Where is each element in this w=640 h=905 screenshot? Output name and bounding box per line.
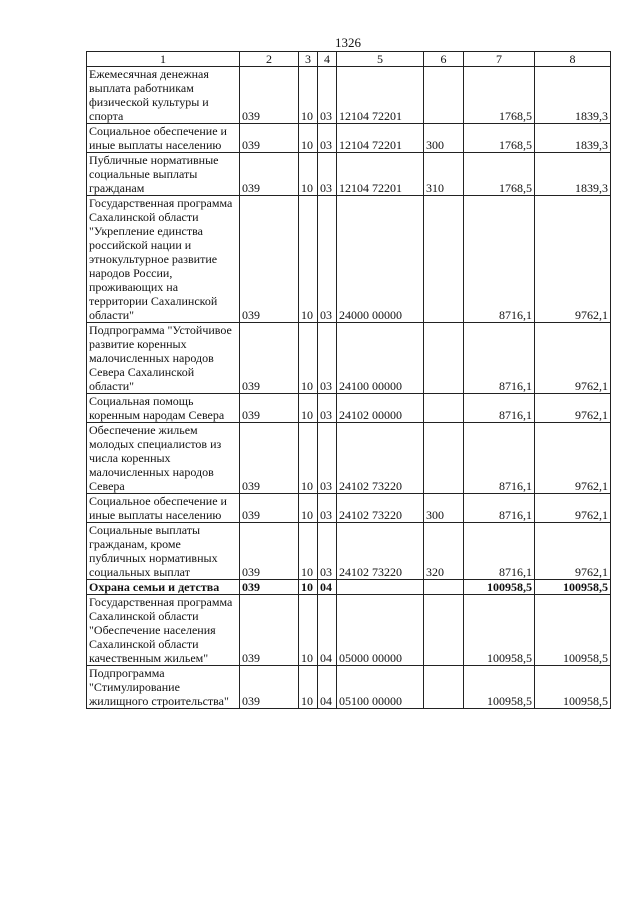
table-row [87,124,611,153]
amount-year2-cell: 9762,1 [535,323,611,394]
target-code-cell: 05100 00000 [337,666,424,709]
expense-type-cell [424,580,464,595]
target-code-cell: 24000 00000 [337,196,424,323]
header-cell: 1 [87,52,240,67]
subsection-code-cell: 03 [318,423,337,494]
ministry-code-cell: 039 [240,523,299,580]
expense-type-cell [424,423,464,494]
table-row [87,580,611,595]
section-code-cell: 10 [299,423,318,494]
section-code-cell: 10 [299,595,318,666]
amount-year1-cell: 8716,1 [464,523,535,580]
subsection-code-cell: 04 [318,595,337,666]
target-code-cell: 12104 72201 [337,67,424,124]
header-row [87,52,611,67]
budget-table [86,51,611,709]
ministry-code-cell: 039 [240,494,299,523]
subsection-code-cell: 03 [318,523,337,580]
subsection-code-cell: 04 [318,666,337,709]
expense-type-cell [424,67,464,124]
amount-year2-cell: 1839,3 [535,153,611,196]
expense-type-cell [424,196,464,323]
row-name-cell: Подпрограмма "Устойчивое развитие коренных малочисленных народов Севера Сахалинской области" [87,323,240,394]
section-code-cell: 10 [299,124,318,153]
row-name-cell: Публичные нормативные социальные выплаты гражданам [87,153,240,196]
target-code-cell: 24100 00000 [337,323,424,394]
table-row [87,666,611,709]
row-name-cell: Социальное обеспечение и иные выплаты населению [87,494,240,523]
amount-year1-cell: 100958,5 [464,595,535,666]
header-cell: 5 [337,52,424,67]
amount-year2-cell: 9762,1 [535,523,611,580]
amount-year2-cell: 100958,5 [535,595,611,666]
section-code-cell: 10 [299,394,318,423]
target-code-cell: 05000 00000 [337,595,424,666]
amount-year2-cell: 100958,5 [535,666,611,709]
table-row [87,67,611,124]
row-name-cell: Социальная помощь коренным народам Севера [87,394,240,423]
expense-type-cell [424,323,464,394]
table-row [87,423,611,494]
table-row [87,394,611,423]
subsection-code-cell: 03 [318,153,337,196]
section-code-cell: 10 [299,196,318,323]
table-row [87,153,611,196]
ministry-code-cell: 039 [240,666,299,709]
amount-year2-cell: 9762,1 [535,394,611,423]
row-name-cell: Обеспечение жильем молодых специалистов из числа коренных малочисленных народов Севера [87,423,240,494]
amount-year1-cell: 1768,5 [464,67,535,124]
amount-year2-cell: 1839,3 [535,67,611,124]
section-code-cell: 10 [299,494,318,523]
amount-year1-cell: 100958,5 [464,666,535,709]
ministry-code-cell: 039 [240,423,299,494]
amount-year1-cell: 8716,1 [464,494,535,523]
row-name-cell: Социальное обеспечение и иные выплаты населению [87,124,240,153]
table-row [87,323,611,394]
section-code-cell: 10 [299,523,318,580]
amount-year2-cell: 100958,5 [535,580,611,595]
header-cell: 4 [318,52,337,67]
section-code-cell: 10 [299,666,318,709]
table-row [87,494,611,523]
amount-year1-cell: 1768,5 [464,124,535,153]
target-code-cell: 24102 00000 [337,394,424,423]
amount-year1-cell: 8716,1 [464,394,535,423]
ministry-code-cell: 039 [240,196,299,323]
row-name-cell: Социальные выплаты гражданам, кроме публичных нормативных социальных выплат [87,523,240,580]
expense-type-cell: 300 [424,124,464,153]
subsection-code-cell: 03 [318,323,337,394]
row-name-cell: Государственная программа Сахалинской области "Обеспечение населения Сахалинской области качественным жильем" [87,595,240,666]
ministry-code-cell: 039 [240,153,299,196]
amount-year1-cell: 8716,1 [464,423,535,494]
expense-type-cell [424,666,464,709]
target-code-cell [337,580,424,595]
table-row [87,523,611,580]
subsection-code-cell: 03 [318,494,337,523]
table-body [87,67,611,709]
target-code-cell: 12104 72201 [337,124,424,153]
target-code-cell: 24102 73220 [337,523,424,580]
ministry-code-cell: 039 [240,394,299,423]
table-row [87,595,611,666]
ministry-code-cell: 039 [240,595,299,666]
expense-type-cell [424,394,464,423]
subsection-code-cell: 03 [318,196,337,323]
header-cell: 2 [240,52,299,67]
expense-type-cell: 310 [424,153,464,196]
row-name-cell: Ежемесячная денежная выплата работникам физической культуры и спорта [87,67,240,124]
target-code-cell: 12104 72201 [337,153,424,196]
subsection-code-cell: 03 [318,124,337,153]
expense-type-cell: 300 [424,494,464,523]
ministry-code-cell: 039 [240,67,299,124]
expense-type-cell [424,595,464,666]
table-row [87,196,611,323]
amount-year2-cell: 9762,1 [535,423,611,494]
section-code-cell: 10 [299,153,318,196]
header-cell: 3 [299,52,318,67]
ministry-code-cell: 039 [240,323,299,394]
header-cell: 6 [424,52,464,67]
section-code-cell: 10 [299,580,318,595]
amount-year2-cell: 9762,1 [535,494,611,523]
ministry-code-cell: 039 [240,580,299,595]
subsection-code-cell: 04 [318,580,337,595]
section-code-cell: 10 [299,323,318,394]
ministry-code-cell: 039 [240,124,299,153]
subsection-code-cell: 03 [318,394,337,423]
row-name-cell: Подпрограмма "Стимулирование жилищного строительства" [87,666,240,709]
section-code-cell: 10 [299,67,318,124]
target-code-cell: 24102 73220 [337,423,424,494]
header-cell: 7 [464,52,535,67]
amount-year2-cell: 9762,1 [535,196,611,323]
amount-year1-cell: 8716,1 [464,323,535,394]
row-name-cell: Охрана семьи и детства [87,580,240,595]
page-number: 1326 [335,35,361,50]
header-cell: 8 [535,52,611,67]
row-name-cell: Государственная программа Сахалинской области "Укрепление единства российской нации и этнокультурное развитие народов России, проживающих на территории Сахалинской области" [87,196,240,323]
subsection-code-cell: 03 [318,67,337,124]
amount-year1-cell: 8716,1 [464,196,535,323]
target-code-cell: 24102 73220 [337,494,424,523]
expense-type-cell: 320 [424,523,464,580]
amount-year1-cell: 100958,5 [464,580,535,595]
amount-year1-cell: 1768,5 [464,153,535,196]
amount-year2-cell: 1839,3 [535,124,611,153]
